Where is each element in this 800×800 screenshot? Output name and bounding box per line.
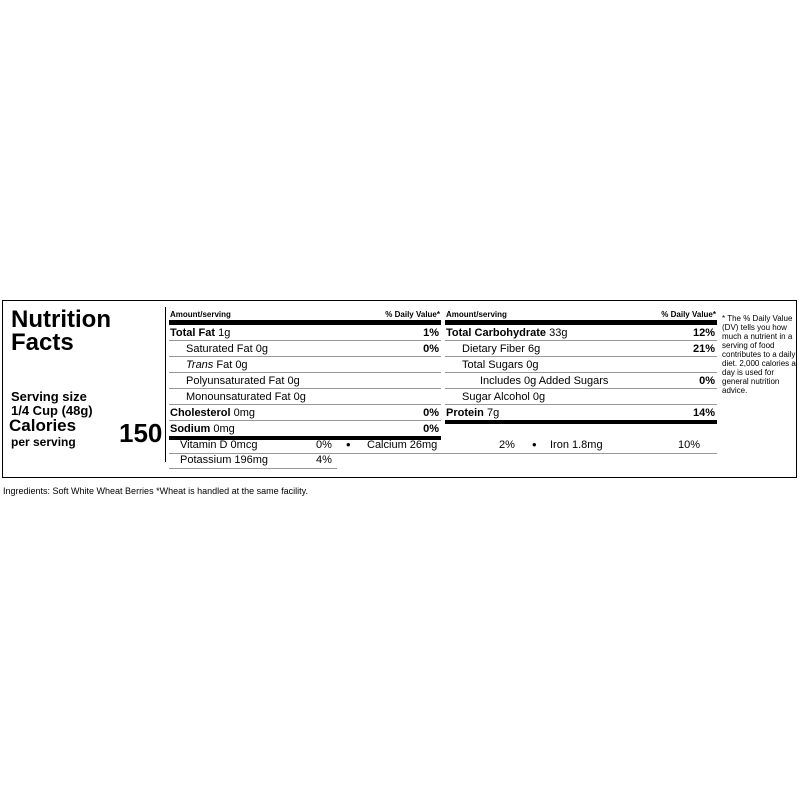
nutrient-row-polyunsaturated-fat: Polyunsaturated Fat 0g (169, 373, 441, 389)
nutrient-row-sugar-alcohol: Sugar Alcohol 0g (445, 389, 717, 405)
daily-value-footnote: * The % Daily Value (DV) tells you how much a nutrient in a serving of food contributes to a daily diet. 2,000 calories a day is used for general nutrition advice. (722, 314, 796, 395)
nutrient-row-total-sugars: Total Sugars 0g (445, 357, 717, 373)
nutrient-column-left (169, 308, 441, 440)
column-divider (165, 307, 166, 462)
nutrient-row-trans-fat: Trans Fat 0g (169, 357, 441, 373)
iron-label: Iron 1.8mg (550, 439, 603, 451)
bullet-icon: • (532, 437, 537, 452)
nutrient-column-right (445, 308, 717, 424)
calcium-dv: 2% (499, 439, 515, 451)
nutrient-row-cholesterol: Cholesterol 0mg 0% (170, 407, 439, 419)
nutrient-row-protein: Protein 7g 14% (446, 407, 715, 419)
nutrition-facts-title: Nutrition Facts (11, 306, 111, 356)
column-header (169, 308, 441, 320)
calories-label: Calories (9, 416, 77, 435)
divider (169, 468, 337, 469)
nutrition-facts-panel (2, 300, 797, 478)
nutrient-row-dietary-fiber: Dietary Fiber 6g 21% (445, 341, 717, 357)
daily-value-header: % Daily Value* (385, 310, 440, 319)
thick-rule (445, 420, 717, 424)
calcium-label: Calcium 26mg (367, 439, 438, 451)
potassium-label: Potassium 196mg (180, 454, 269, 466)
nutrient-row-added-sugars: Includes 0g Added Sugars 0% (445, 373, 717, 389)
bullet-icon: • (346, 437, 351, 452)
iron-dv: 10% (678, 439, 701, 451)
ingredients-text: Ingredients: Soft White Wheat Berries *Wheat is handled at the same facility. (3, 486, 308, 496)
nutrient-row-monounsaturated-fat: Monounsaturated Fat 0g (169, 389, 441, 405)
nutrient-row-sodium: Sodium 0mg 0% (170, 423, 439, 435)
serving-size-value: 1/4 Cup (48g) (11, 403, 93, 418)
vitamin-d-dv: 0% (316, 439, 332, 451)
vitamin-d-label: Vitamin D 0mcg (180, 439, 258, 451)
amount-serving-header: Amount/serving (170, 310, 231, 319)
nutrient-row-total-fat: Total Fat 1g 1% (170, 327, 439, 339)
potassium-dv: 4% (316, 454, 332, 466)
calories-value: 150 (119, 418, 163, 448)
amount-serving-header: Amount/serving (446, 310, 507, 319)
column-header (445, 308, 717, 320)
nutrient-row-saturated-fat: Saturated Fat 0g 0% (169, 341, 441, 357)
serving-size-label: Serving size (11, 389, 87, 404)
nutrient-row-total-carbohydrate: Total Carbohydrate 33g 12% (446, 327, 715, 339)
daily-value-header: % Daily Value* (661, 310, 716, 319)
calories-per-serving: per serving (11, 435, 76, 449)
